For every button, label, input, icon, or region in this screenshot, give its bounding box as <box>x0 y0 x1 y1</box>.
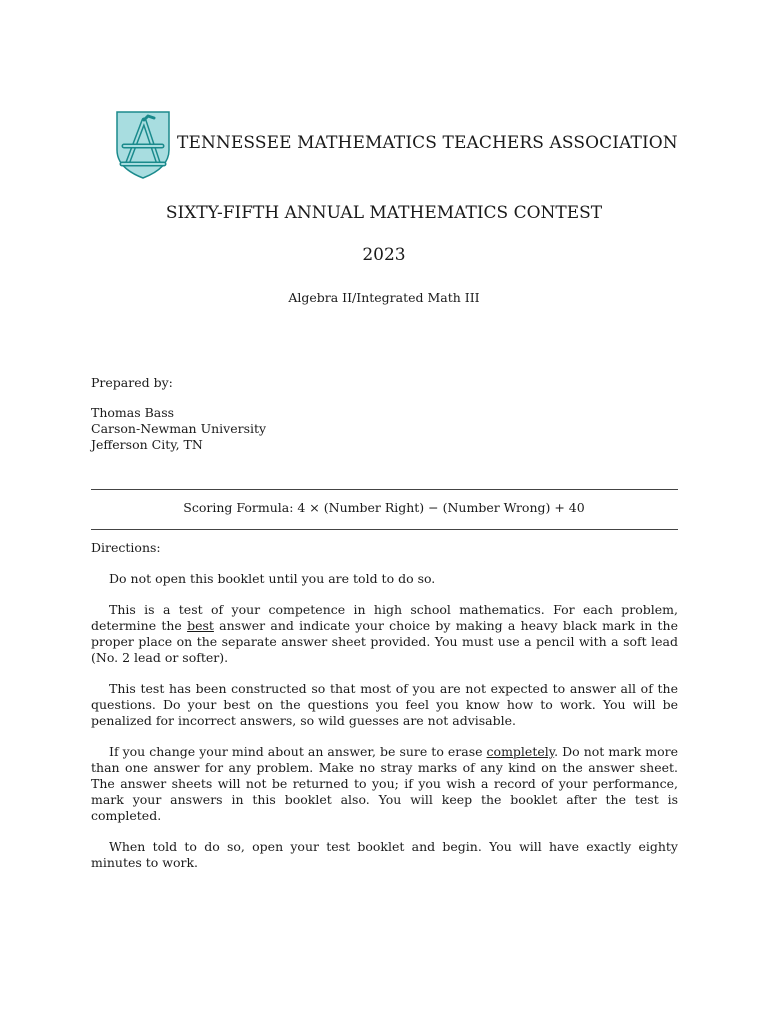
organization-name: TENNESSEE MATHEMATICS TEACHERS ASSOCIATION <box>177 133 678 153</box>
direction-paragraph <box>91 602 678 666</box>
direction-text: This is a test of your competence in high school mathematics. For each problem, determine the <box>91 602 678 633</box>
emphasis-best: best <box>187 618 214 633</box>
prepared-by-block <box>91 375 266 453</box>
tmta-logo-icon <box>114 110 172 180</box>
direction-paragraph: Do not open this booklet until you are told to do so. <box>109 571 436 586</box>
divider-bottom <box>91 529 678 530</box>
preparer-location: Jefferson City, TN <box>91 437 203 452</box>
direction-paragraph: This test has been constructed so that most of you are not expected to answer all of the questions. Do your best on the questions you feel you know how to work. You will be penalized for incorrect answers, so wild guesses are not advisable. <box>91 681 678 728</box>
preparer-name: Thomas Bass <box>91 405 175 420</box>
directions-section <box>91 540 678 886</box>
directions-label: Directions: <box>91 540 161 555</box>
header <box>114 110 678 180</box>
contest-subject: Algebra II/Integrated Math III <box>288 290 480 305</box>
prepared-by-label: Prepared by: <box>91 375 173 390</box>
emphasis-completely: completely <box>486 744 555 759</box>
scoring-formula: Scoring Formula: 4 × (Number Right) − (Number Wrong) + 40 <box>183 500 585 515</box>
direction-text: answer and indicate your choice by making a heavy black mark in the proper place on the separate answer sheet provided. You must use a pencil with a soft lead (No. 2 lead or softer). <box>91 618 678 665</box>
contest-title: SIXTY-FIFTH ANNUAL MATHEMATICS CONTEST <box>165 203 603 223</box>
divider-top <box>91 489 678 490</box>
direction-paragraph: When told to do so, open your test booklet and begin. You will have exactly eighty minutes to work. <box>91 839 678 870</box>
direction-paragraph <box>91 744 678 824</box>
contest-year: 2023 <box>362 245 406 265</box>
preparer-institution: Carson-Newman University <box>91 421 267 436</box>
direction-text: If you change your mind about an answer, be sure to erase <box>109 744 487 759</box>
direction-text: . Do not mark more than one answer for any problem. Make no stray marks of any kind on the answer sheet. The answer sheets will not be returned to you; if you wish a record of your performance, mark your answers in this booklet also. You will keep the booklet after the test is completed. <box>91 744 678 823</box>
